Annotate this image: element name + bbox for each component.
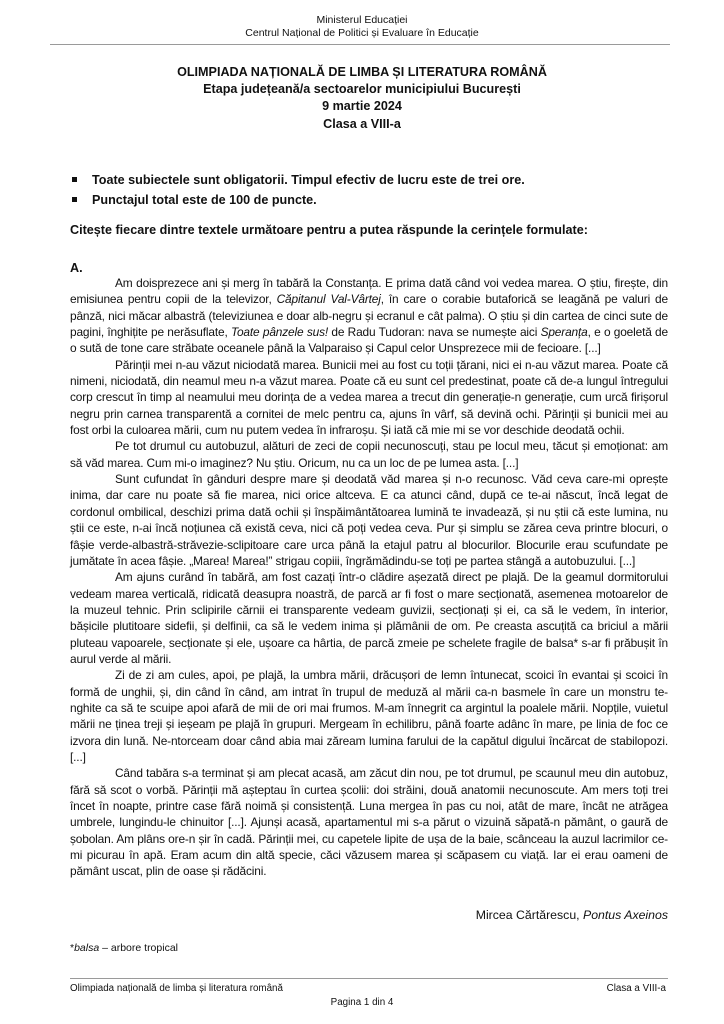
rule-item bbox=[70, 190, 525, 210]
work-title: Pontus Axeinos bbox=[583, 908, 668, 922]
rule-text: Toate subiectele sunt obligatorii. Timpul efectiv de lucru este de trei ore. bbox=[92, 173, 525, 187]
olympiad-title: OLIMPIADA NAȚIONALĂ DE LIMBA ȘI LITERATURA ROMÂNĂ bbox=[177, 65, 547, 79]
footnote-term: balsa bbox=[74, 942, 100, 954]
text-run: de Radu Tudoran: nava se numește aici bbox=[328, 325, 541, 340]
square-bullet-icon bbox=[72, 197, 77, 202]
reading-instruction: Citește fiecare dintre textele următoare pentru a putea răspunde la cerințele formulate: bbox=[70, 223, 588, 237]
book-title: Toate pânzele sus! bbox=[230, 325, 329, 340]
rule-item bbox=[70, 170, 525, 190]
page-header bbox=[0, 14, 724, 40]
author-name: Mircea Cărtărescu, bbox=[475, 908, 583, 922]
footnote-definition: – arbore tropical bbox=[99, 942, 178, 954]
paragraph-5: Am ajuns curând în tabără, am fost cazați într-o clădire așezată direct pe plajă. De la geamul dormitorului vedeam marea verticală, ridicată deasupra noastră, de parcă ar fi fost o mare secționată, asemenea motoarelor de la muzeul tehnic. Prin sclipirile cărnii ei transparente vedeam guvizii, secționați și ei, ca să le vedem, în interior, bășicile plutitoare sidefii, și delfinii, ca să le vedem inima și plămânii de om. Pe creasta ascuțită ca briciul a mării pluteau vapoarele, secționate și ele, ușoare ca hârtia, de parcă zmeie pe schelete fragile de balsa* s-ar fi prăbușit în aurul verde al mării. bbox=[70, 570, 668, 666]
square-bullet-icon bbox=[72, 177, 77, 182]
paragraph-7: Când tabăra s-a terminat și am plecat acasă, am zăcut din nou, pe tot drumul, pe scaunul meu din autobuz, fără să scot o vorbă. Părinții mă așteptau în curtea școlii: doi străini, două anatomii necunoscute. Am mers toți trei încet în noapte, printre case fără noimă și consistență. Luna mergea în pas cu noi, atât de mare, încât ne atrăgea umbrele, lungindu-le chinuitor [...]. Ajunși acasă, apartamentul mi s-a părut o vizuină săpată-n pământ, o gaură de șobolan. Am plâns ore-n șir în cadă. Părinții mei, cu capetele lipite de ușa de la baie, scânceau la auzul lacrimilor ce-mi picurau în apă. Eram acum din altă specie, căci văzusem marea și scăpasem cu viață. Iar ei erau oameni de pământ uscat, plin de oase și rădăcini. bbox=[70, 766, 668, 879]
text-run: , e o goeletă de o sută de tone care străbate oceanele până la Valparaiso și Capul celor Unsprezece mii de fecioare. [...] bbox=[70, 325, 668, 356]
exam-date: 9 martie 2024 bbox=[322, 99, 402, 114]
footer-olympiad-name: Olimpiada națională de limba și literatura română bbox=[70, 983, 283, 994]
header-divider bbox=[50, 44, 670, 45]
text-run: Am doisprezece ani și merg în tabără la Constanța. E prima dată când voi vedea marea. O știu, firește, din emisiunea pentru copii de la televizor, bbox=[70, 276, 668, 307]
footer-grade: Clasa a VIII-a bbox=[606, 983, 666, 994]
footnote-marker: * bbox=[70, 942, 75, 954]
paragraph-4: Sunt cufundat în gânduri despre mare și deodată văd marea și n-o recunosc. Văd ceva care-mi oprește inima, dar care nu poate să fie marea, nici orice altceva. E ca atunci când, după ce te-ai născut, încă legat de cordonul ombilical, deschizi prima dată ochii și înspăimântătoarea lumină te invadează, și nu știi că este lumina, nu știi ce este, n-ai încă noțiunea că există ceva, nici că poți vedea ceva. Pur și simplu se zărea ceva printre blocuri, o fâșie verde-albastră-străvezie-sclipitoare care urca până la etajul patru al blocurilor. Blocurile erau scufundate pe jumătate în acea fâșie. „Marea! Marea!” strigau copiii, îngrămădindu-se toți pe partea stângă a autobuzului. [...] bbox=[70, 472, 668, 568]
grade-level: Clasa a VIII-a bbox=[323, 116, 401, 131]
paragraph-2: Părinții mei n-au văzut niciodată marea. Bunicii mei au fost cu toții țărani, nici ei n-au văzut marea. Poate că nimeni, niciodată, din neamul meu n-a văzut marea. Poate că eu sunt cel predestinat, poate că de-a lungul întregului corp crescut în timp al neamului meu dorința de a vedea marea a trecut din generație-n generație, cum urcă firișorul negru prin carnea transparentă a cornitei de melc pentru ca, ajuns în vârf, să devină ochi. Părinții și bunicii mei au fost orbi la culoarea mării, cum nu putem vedea în infraroșu. Și iată că mie mi se vor deschide deodată ochii. bbox=[70, 357, 668, 438]
tv-show-title: Căpitanul Val-Vârtej bbox=[276, 292, 381, 307]
text-run: , în care o corabie butaforică se leagănă pe valuri de pânză, nici măcar albastră (televiziunea e doar alb-negru și ecranul e cât palma). O știu și din cartea de cinci sute de pagini, înghițite pe nerăsuflate, bbox=[70, 292, 668, 340]
evaluation-center-name: Centrul Național de Politici și Evaluare în Educație bbox=[245, 27, 479, 39]
footnote bbox=[70, 941, 178, 955]
text-attribution bbox=[476, 907, 668, 923]
page-number: Pagina 1 din 4 bbox=[330, 997, 394, 1008]
rule-text: Punctajul total este de 100 de puncte. bbox=[92, 193, 317, 207]
ministry-name: Ministerul Educației bbox=[316, 14, 408, 26]
section-label-a: A. bbox=[70, 261, 83, 275]
literary-text-excerpt bbox=[70, 275, 668, 880]
ship-name: Speranța bbox=[540, 325, 588, 340]
exam-title-block bbox=[0, 64, 724, 133]
paragraph-1 bbox=[70, 275, 668, 357]
exam-rules-list bbox=[70, 170, 525, 210]
stage-subtitle: Etapa județeană/a sectoarelor municipiului București bbox=[203, 82, 521, 97]
paragraph-3: Pe tot drumul cu autobuzul, alături de zeci de copii necunoscuți, stau pe locul meu, tăcut și emoționat: am să văd marea. Cum mi-o imaginez? Nu știu. Oricum, nu ca un loc de pe lumea asta. [...] bbox=[70, 439, 668, 470]
paragraph-6: Zi de zi am cules, apoi, pe plajă, la umbra mării, drăcușori de lemn întunecat, scoici în evantai și scoici în formă de unghii, și, din când în când, am intrat în trupul de meduză al mării ca-n basmele în care un monstru te-nghite ca să te scuipe apoi afară de mii de ori mai frumos. M-am înnegrit ca argintul la poalele mării. Nopțile, vuietul mării ne ținea treji și ieșeam pe plajă în grupuri. Mergeam în echilibru, până foarte adânc în mare, pe linia de foc ce izvora din lună. Ne-ntorceam doar când abia mai zăream lumina farului de la capătul digului încărcat de stabilopozi. [...] bbox=[70, 668, 668, 764]
footer-divider bbox=[70, 978, 668, 979]
